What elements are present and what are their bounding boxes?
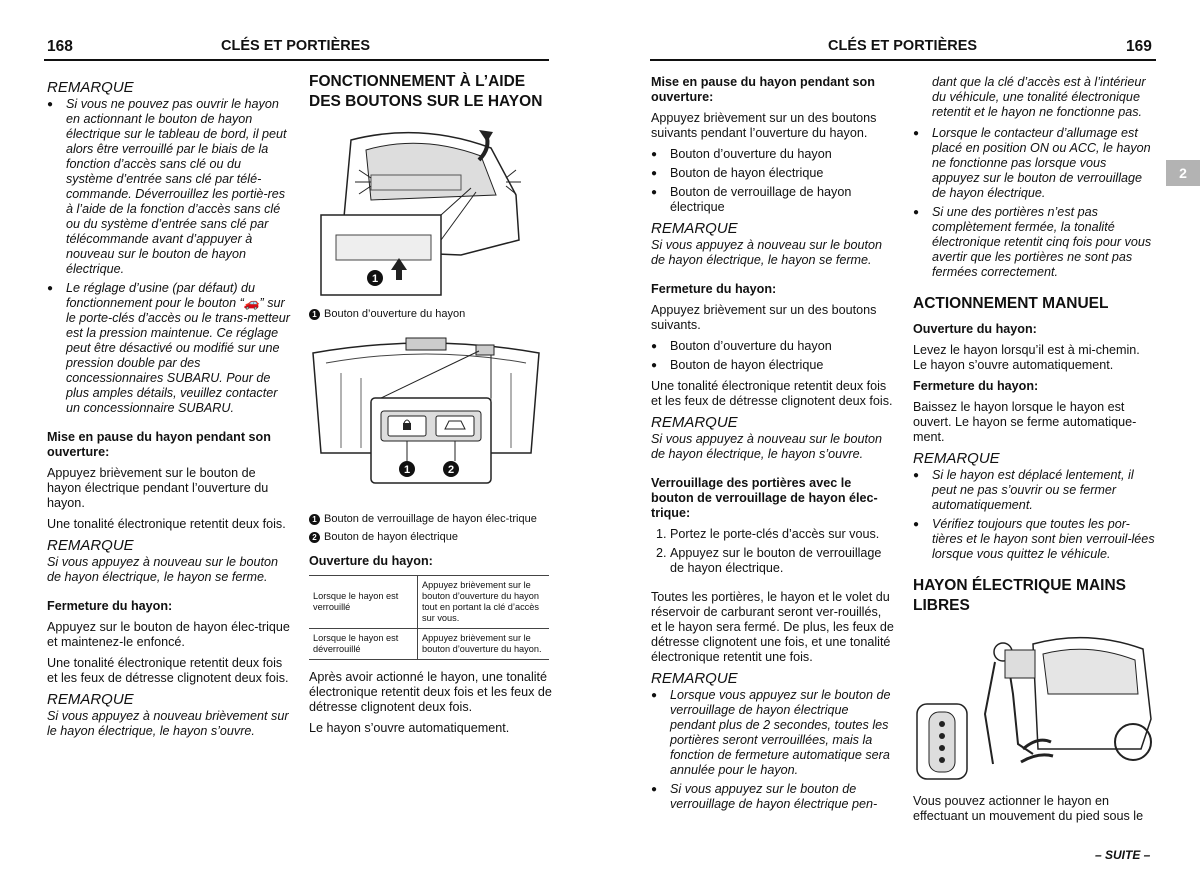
body-text: Appuyez brièvement sur un des boutons suivants pendant l’ouverture du hayon. (651, 111, 877, 140)
section-title: ACTIONNEMENT MANUEL (913, 295, 1109, 312)
running-header-right: CLÉS ET PORTIÈRES (828, 38, 978, 54)
steps-list (651, 527, 894, 576)
remark-text: Si vous appuyez à nouveau sur le bouton de hayon électrique, le hayon se ferme. (47, 555, 279, 584)
list-item: ● Bouton de hayon électrique (651, 358, 894, 373)
body-text: Une tonalité électronique retentit deux fois. (47, 517, 286, 531)
remark-list (913, 468, 1156, 562)
subsection-title: Ouverture du hayon: (309, 554, 433, 568)
list-item: ● Bouton de hayon électrique (651, 166, 894, 181)
remark-title: REMARQUE (47, 537, 134, 554)
left-column-2 (309, 70, 552, 742)
body-text: Appuyez brièvement sur un des boutons suivants. (651, 303, 877, 332)
subsection-title: Mise en pause du hayon pendant son ouverture: (47, 430, 271, 459)
button-list (651, 147, 894, 215)
remark-list (913, 126, 1156, 280)
body-text: Appuyez sur le bouton de hayon élec-trique et maintenez-le enfoncé. (47, 620, 290, 649)
body-text: Baissez le hayon lorsque le hayon est ouvert. Le hayon se ferme automatique-ment. (913, 400, 1137, 444)
list-item: ● Lorsque vous appuyez sur le bouton de verrouillage de hayon électrique pendant plus de 2 secondes, toutes les portières seront verrouillées, mais la fonction de fermeture automatique sera annulée pour le hayon. (651, 688, 894, 778)
list-item: ● Bouton d’ouverture du hayon (651, 147, 894, 162)
callout-number: 2 (309, 532, 320, 543)
right-column-1 (651, 75, 894, 818)
figure-caption: 1 Bouton d’ouverture du hayon (309, 308, 552, 321)
chapter-tab: 2 (1166, 160, 1200, 186)
list-item: ● Si vous ne pouvez pas ouvrir le hayon en actionnant le bouton de hayon électrique sur le tableau de bord, il peut alors être verrouillé par le biais de la fonction d’accès sans clé ou du système d’entrée sans clé par télé-commande. Déverrouillez les portiè-res à l’aide de la fonction d’accès sans clé ou du système d’entrée sans clé par télécommande avant d’appuyer à nouveau sur le bouton de hayon électrique. (47, 97, 290, 277)
body-text: Levez le hayon lorsqu’il est à mi-chemin. Le hayon s’ouvre automatiquement. (913, 343, 1140, 372)
remark-title: REMARQUE (651, 414, 738, 431)
running-header-left: CLÉS ET PORTIÈRES (221, 38, 371, 54)
svg-text:1: 1 (371, 273, 379, 285)
tailgate-open-table (309, 575, 549, 660)
list-item: ● Lorsque le contacteur d’allumage est placé en position ON ou ACC, le hayon ne fonctionne pas lorsque vous appuyez sur le bouton de verrouillage de hayon électrique. (913, 126, 1156, 201)
subsection-title: Ouverture du hayon: (913, 322, 1037, 336)
callout-number: 1 (309, 309, 320, 320)
subsection-title: Fermeture du hayon: (651, 282, 777, 296)
list-item: ● Vérifiez toujours que toutes les por-tières et le hayon sont bien verrouil-lées lorsque vous quittez le véhicule. (913, 517, 1156, 562)
figure-caption: 2 Bouton de hayon électrique (309, 531, 552, 544)
remark-list (47, 97, 290, 416)
handsfree-tailgate-figure (913, 624, 1153, 786)
remark-title: REMARQUE (47, 691, 134, 708)
figure-caption: 1 Bouton de verrouillage de hayon élec-trique (309, 513, 552, 526)
table-row: Lorsque le hayon est verrouillé Appuyez brièvement sur le bouton d’ouverture du hayon tout en portant la clé d’accès sur vous. (309, 576, 549, 629)
body-text: Après avoir actionné le hayon, une tonalité électronique retentit deux fois et les feux de détresse clignotent deux fois. (309, 670, 552, 714)
list-item: ● Si vous appuyez sur le bouton de verrouillage de hayon électrique pen- (651, 782, 894, 812)
tailgate-buttons-figure (311, 333, 541, 503)
button-list (651, 339, 894, 373)
header-rule-right (650, 59, 1156, 61)
right-column-2 (913, 75, 1156, 830)
svg-text:1: 1 (403, 464, 411, 476)
svg-text:2: 2 (447, 464, 455, 476)
remark-list (651, 688, 894, 812)
subsection-title: Mise en pause du hayon pendant son ouverture: (651, 75, 875, 104)
page-number-right: 169 (1126, 38, 1152, 55)
continue-marker: – SUITE – (1095, 848, 1151, 862)
list-item: 2. Appuyez sur le bouton de verrouillage de hayon électrique. (670, 546, 894, 576)
remark-title: REMARQUE (651, 220, 738, 237)
list-item: ● Bouton de verrouillage de hayon électrique (651, 185, 894, 215)
list-item: ● Si le hayon est déplacé lentement, il peut ne pas s’ouvrir ou se fermer automatiquement. (913, 468, 1156, 513)
section-title: HAYON ÉLECTRIQUE MAINS LIBRES (913, 577, 1127, 614)
subsection-title: Verrouillage des portières avec le bouton de verrouillage de hayon élec-trique: (651, 476, 878, 520)
remark-text: Si vous appuyez à nouveau sur le bouton de hayon électrique, le hayon se ferme. (651, 238, 883, 267)
body-text: Une tonalité électronique retentit deux fois et les feux de détresse clignotent deux fois. (651, 379, 893, 408)
remark-text: dant que la clé d’accès est à l’intérieur du véhicule, une tonalité électronique retentit et le hayon ne fonctionne pas. (932, 75, 1146, 119)
page-number-left: 168 (47, 38, 73, 55)
tailgate-open-button-figure (311, 120, 526, 300)
body-text: Le hayon s’ouvre automatiquement. (309, 721, 510, 735)
list-item: 1. Portez le porte-clés d’accès sur vous. (670, 527, 894, 542)
left-column-1 (47, 76, 290, 745)
section-title: FONCTIONNEMENT À L’AIDE DES BOUTONS SUR LE HAYON (309, 73, 543, 110)
remark-title: REMARQUE (913, 450, 1000, 467)
subsection-title: Fermeture du hayon: (913, 379, 1039, 393)
remark-text: Si vous appuyez à nouveau sur le bouton de hayon électrique, le hayon s’ouvre. (651, 432, 883, 461)
subsection-title: Fermeture du hayon: (47, 599, 173, 613)
table-row: Lorsque le hayon est déverrouillé Appuyez brièvement sur le bouton d’ouverture du hayon. (309, 629, 549, 660)
body-text: Toutes les portières, le hayon et le volet du réservoir de carburant seront ver-rouillés, et le hayon sera fermé. De plus, les feux de détresse clignotent une fois, et une tonalité électronique retentit une fois. (651, 590, 894, 664)
list-item: ● Le réglage d’usine (par défaut) du fonctionnement pour le bouton “🚗” sur le porte-clés d’accès ou le trans-metteur est la pression maintenue. Ce réglage peut être désactivé ou modifié sur une pression double par des concessionnaires SUBARU. Pour de plus amples détails, veuillez contacter un concessionnaire SUBARU. (47, 281, 290, 416)
body-text: Vous pouvez actionner le hayon en effectuant un mouvement du pied sous le (913, 794, 1144, 823)
callout-number: 1 (309, 514, 320, 525)
list-item: ● Si une des portières n’est pas complètement fermée, la tonalité électronique retentit cinq fois pour vous avertir que les portières ne sont pas fermées correctement. (913, 205, 1156, 280)
remark-title: REMARQUE (651, 670, 738, 687)
header-rule-left (44, 59, 549, 61)
remark-text: Si vous appuyez à nouveau brièvement sur le hayon électrique, le hayon s’ouvre. (47, 709, 289, 738)
remark-title: REMARQUE (47, 79, 134, 96)
body-text: Appuyez brièvement sur le bouton de hayon électrique pendant l’ouverture du hayon. (47, 466, 269, 510)
body-text: Une tonalité électronique retentit deux fois et les feux de détresse clignotent deux fois. (47, 656, 289, 685)
list-item: ● Bouton d’ouverture du hayon (651, 339, 894, 354)
